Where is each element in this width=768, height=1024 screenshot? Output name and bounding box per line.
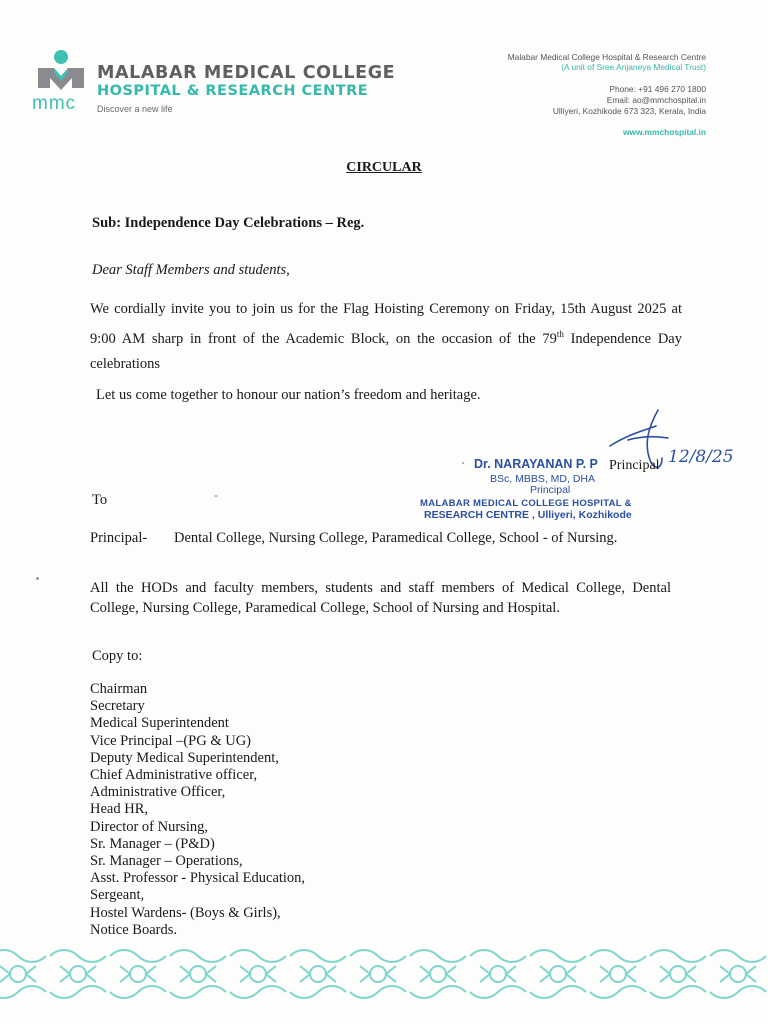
list-item: Chief Administrative officer, — [90, 767, 258, 784]
tagline: Discover a new life — [97, 104, 173, 114]
scan-speck — [36, 577, 39, 580]
list-item: Sergeant, — [90, 887, 145, 904]
address-line: (A unit of Sree Anjaneya Medical Trust) — [561, 62, 706, 72]
stamp-place: RESEARCH CENTRE , Ulliyeri, Kozhikode — [424, 509, 632, 521]
invitation-text-end: Independence Day celebrations — [90, 330, 682, 372]
list-item: Secretary — [90, 698, 145, 715]
list-item: Hostel Wardens- (Boys & Girls), — [90, 904, 281, 921]
pattern-motif — [0, 950, 46, 998]
pattern-motif — [50, 950, 106, 998]
pattern-motif — [530, 950, 586, 998]
scan-speck — [214, 495, 218, 497]
pattern-motif — [230, 950, 286, 998]
copy-to-list — [90, 681, 305, 939]
logo-abbreviation: mmc — [32, 93, 77, 114]
pattern-motif — [290, 950, 346, 998]
list-item: Head HR, — [90, 801, 148, 818]
list-item: Medical Superintendent — [90, 715, 229, 732]
list-item: Vice Principal –(PG & UG) — [90, 732, 252, 749]
pattern-motif — [650, 950, 706, 998]
list-item: Deputy Medical Superintendent, — [90, 749, 279, 766]
ordinal-suffix: th — [556, 329, 564, 339]
decorative-border-pattern — [0, 942, 768, 1006]
signature-date: 12/8/25 — [668, 447, 734, 467]
signatory-name: Dr. NARAYANAN P. P — [474, 457, 598, 471]
subject-line: Sub: Independence Day Celebrations – Reg. — [92, 215, 365, 231]
phone-line: Phone: +91 496 270 1800 — [609, 84, 706, 94]
list-item: Asst. Professor - Physical Education, — [90, 870, 306, 887]
salutation: Dear Staff Members and students, — [92, 262, 290, 278]
invitation-paragraph — [90, 297, 682, 377]
pattern-motif — [110, 950, 166, 998]
email-line: Email: ao@mmchospital.in — [606, 95, 706, 105]
org-name-line2: HOSPITAL & RESEARCH CENTRE — [97, 83, 369, 99]
scan-speck — [462, 462, 464, 464]
list-item: Notice Boards. — [90, 921, 177, 938]
hods-recipients: All the HODs and faculty members, students and staff members of Medical College, Dental College, Nursing College, Paramedical College, School of Nursing and Hospital. — [90, 580, 671, 616]
pattern-motif — [350, 950, 406, 998]
website-link[interactable]: www.mmchospital.in — [623, 127, 706, 137]
principal-colleges: Dental College, Nursing College, Paramedical College, School - of Nursing. — [174, 530, 618, 546]
copy-to-label: Copy to: — [92, 648, 143, 664]
to-label: To — [92, 492, 108, 508]
pattern-motif — [710, 950, 766, 998]
circular-title: CIRCULAR — [346, 160, 422, 175]
address-line: Ulliyeri, Kozhikode 673 323, Kerala, India — [552, 106, 706, 116]
list-item: Director of Nursing, — [90, 818, 208, 835]
list-item: Chairman — [90, 681, 148, 697]
signatory-role: Principal — [609, 458, 660, 473]
list-item: Administrative Officer, — [90, 784, 226, 801]
stamp-degrees: BSc, MBBS, MD, DHA — [490, 473, 596, 485]
invitation-text: We cordially invite you to join us for the Flag Hoisting Ceremony on Friday, 15th August 2025 at 9:00 AM sharp in front of the Academic Block, on the occasion of the 79 — [90, 301, 682, 347]
pattern-motif — [470, 950, 526, 998]
stamp-org: MALABAR MEDICAL COLLEGE HOSPITAL & — [420, 498, 632, 509]
pattern-motif — [410, 950, 466, 998]
principal-label: Principal- — [90, 530, 148, 546]
closing-paragraph: Let us come together to honour our nation’s freedom and heritage. — [96, 387, 481, 403]
pattern-motif — [170, 950, 226, 998]
address-line: Malabar Medical College Hospital & Research Centre — [507, 52, 706, 62]
stamp-role: Principal — [530, 484, 571, 496]
pattern-motif — [590, 950, 646, 998]
org-name-line1: MALABAR MEDICAL COLLEGE — [97, 63, 396, 83]
list-item: Sr. Manager – Operations, — [90, 853, 243, 870]
list-item: Sr. Manager – (P&D) — [90, 835, 215, 852]
